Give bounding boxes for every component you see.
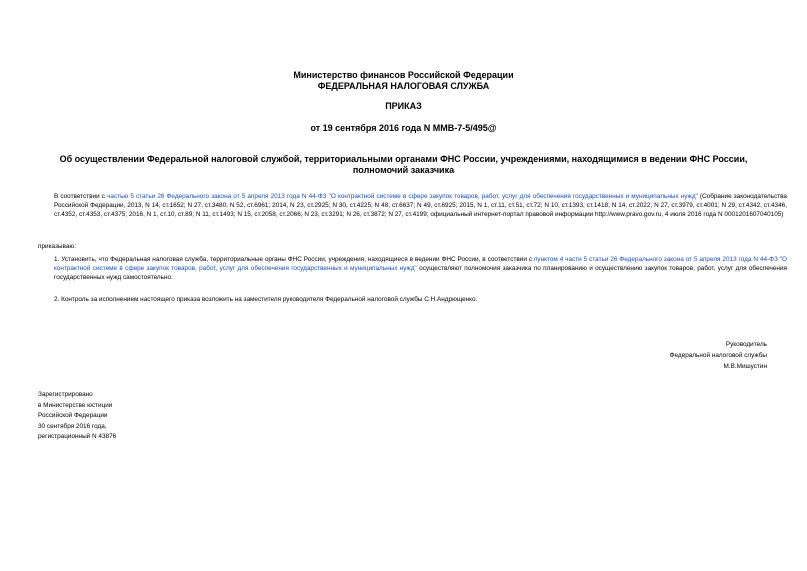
registration-block xyxy=(38,390,116,443)
law-link-part5-article26[interactable]: частью 5 статьи 26 Федерального закона от 5 апреля 2013 года N 44-ФЗ "О контрактной системе в сфере закупок товаров, работ, услуг для обеспечения государственных и муниципальных нужд" xyxy=(107,193,698,200)
registration-line-2: в Министерстве юстиции xyxy=(38,401,113,409)
document-header xyxy=(0,70,807,92)
law-link-clause4-part5-article26[interactable]: пунктом 4 части 5 статьи 26 Федерального закона от 5 апреля 2013 года N 44-ФЗ "О контрактной системе в сфере закупок товаров, работ, услуг для обеспечения государственных и муниципальных нужд" xyxy=(54,256,787,273)
ministry-name: Министерство финансов Российской Федерации xyxy=(293,70,514,80)
service-name: ФЕДЕРАЛЬНАЯ НАЛОГОВАЯ СЛУЖБА xyxy=(317,81,490,91)
preamble-paragraph xyxy=(38,192,787,220)
preamble-prefix: В соответствии с xyxy=(54,193,108,200)
order-item-2: 2. Контроль за исполнением настоящего приказа возложить на заместителя руководителя Федеральной налоговой службы С.Н.Андрющенко. xyxy=(54,296,478,303)
registration-line-3: Российской Федерации xyxy=(38,412,108,419)
order-item-1 xyxy=(38,255,787,283)
orders-word: приказываю: xyxy=(38,243,76,250)
registration-line-4: 30 сентября 2016 года, xyxy=(38,422,107,430)
preamble-suffix: (Собрание законодательства Российской Федерации, 2013, N 14, ст.1652; N 27, ст.3480; N 52, ст.6961; 2014, N 23, ст.2925; N 30, ст.4225; N 48, ст.6637; N 49, ст.6925; 2015, N 1, ст.11, ст.51, ст.72; N 10, ст.1393, ст.1418; N 14, ст.2022; N 27, ст.3979, ст.4001; N 29, ст.4342, ст.4346, ст.4352, ст.4353, ст.4375; 2016, N 1, ст.10, ст.89; N 11, ст.1493; N 15, ст.2058, ст.2066; N 23, ст.3291; N 26, ст.3872; N 27, ст.4199; официальный интернет-портал правовой информации http://www.pravo.gov.ru, 4 июля 2016 года N 0001201607040105) xyxy=(54,193,787,219)
registration-line-1: Зарегистрировано xyxy=(38,391,93,398)
signature-name: М.В.Мишустин xyxy=(723,363,767,370)
signature-organization: Федеральной налоговой службы xyxy=(669,352,767,359)
item1-suffix: осуществляют полномочия заказчика по планированию и осуществлению закупок товаров, работ, услуг для обеспечения государственных нужд самостоятельно. xyxy=(54,265,787,282)
order-subject: Об осуществлении Федеральной налоговой службой, территориальными органами ФНС России, учреждениями, находящимися в ведении ФНС России, полномочий заказчика xyxy=(59,154,748,175)
order-title: ПРИКАЗ xyxy=(385,101,422,111)
signature-position: Руководитель xyxy=(725,341,767,348)
item1-prefix: 1. Установить, что Федеральная налоговая служба, территориальные органы ФНС России, учреждения, находящиеся в ведении ФНС России, в соответствии с xyxy=(54,256,534,263)
order-date-number: от 19 сентября 2016 года N ММВ-7-5/495@ xyxy=(310,123,497,133)
signature-block xyxy=(670,339,767,372)
registration-line-5: регистрационный N 43876 xyxy=(38,433,117,440)
